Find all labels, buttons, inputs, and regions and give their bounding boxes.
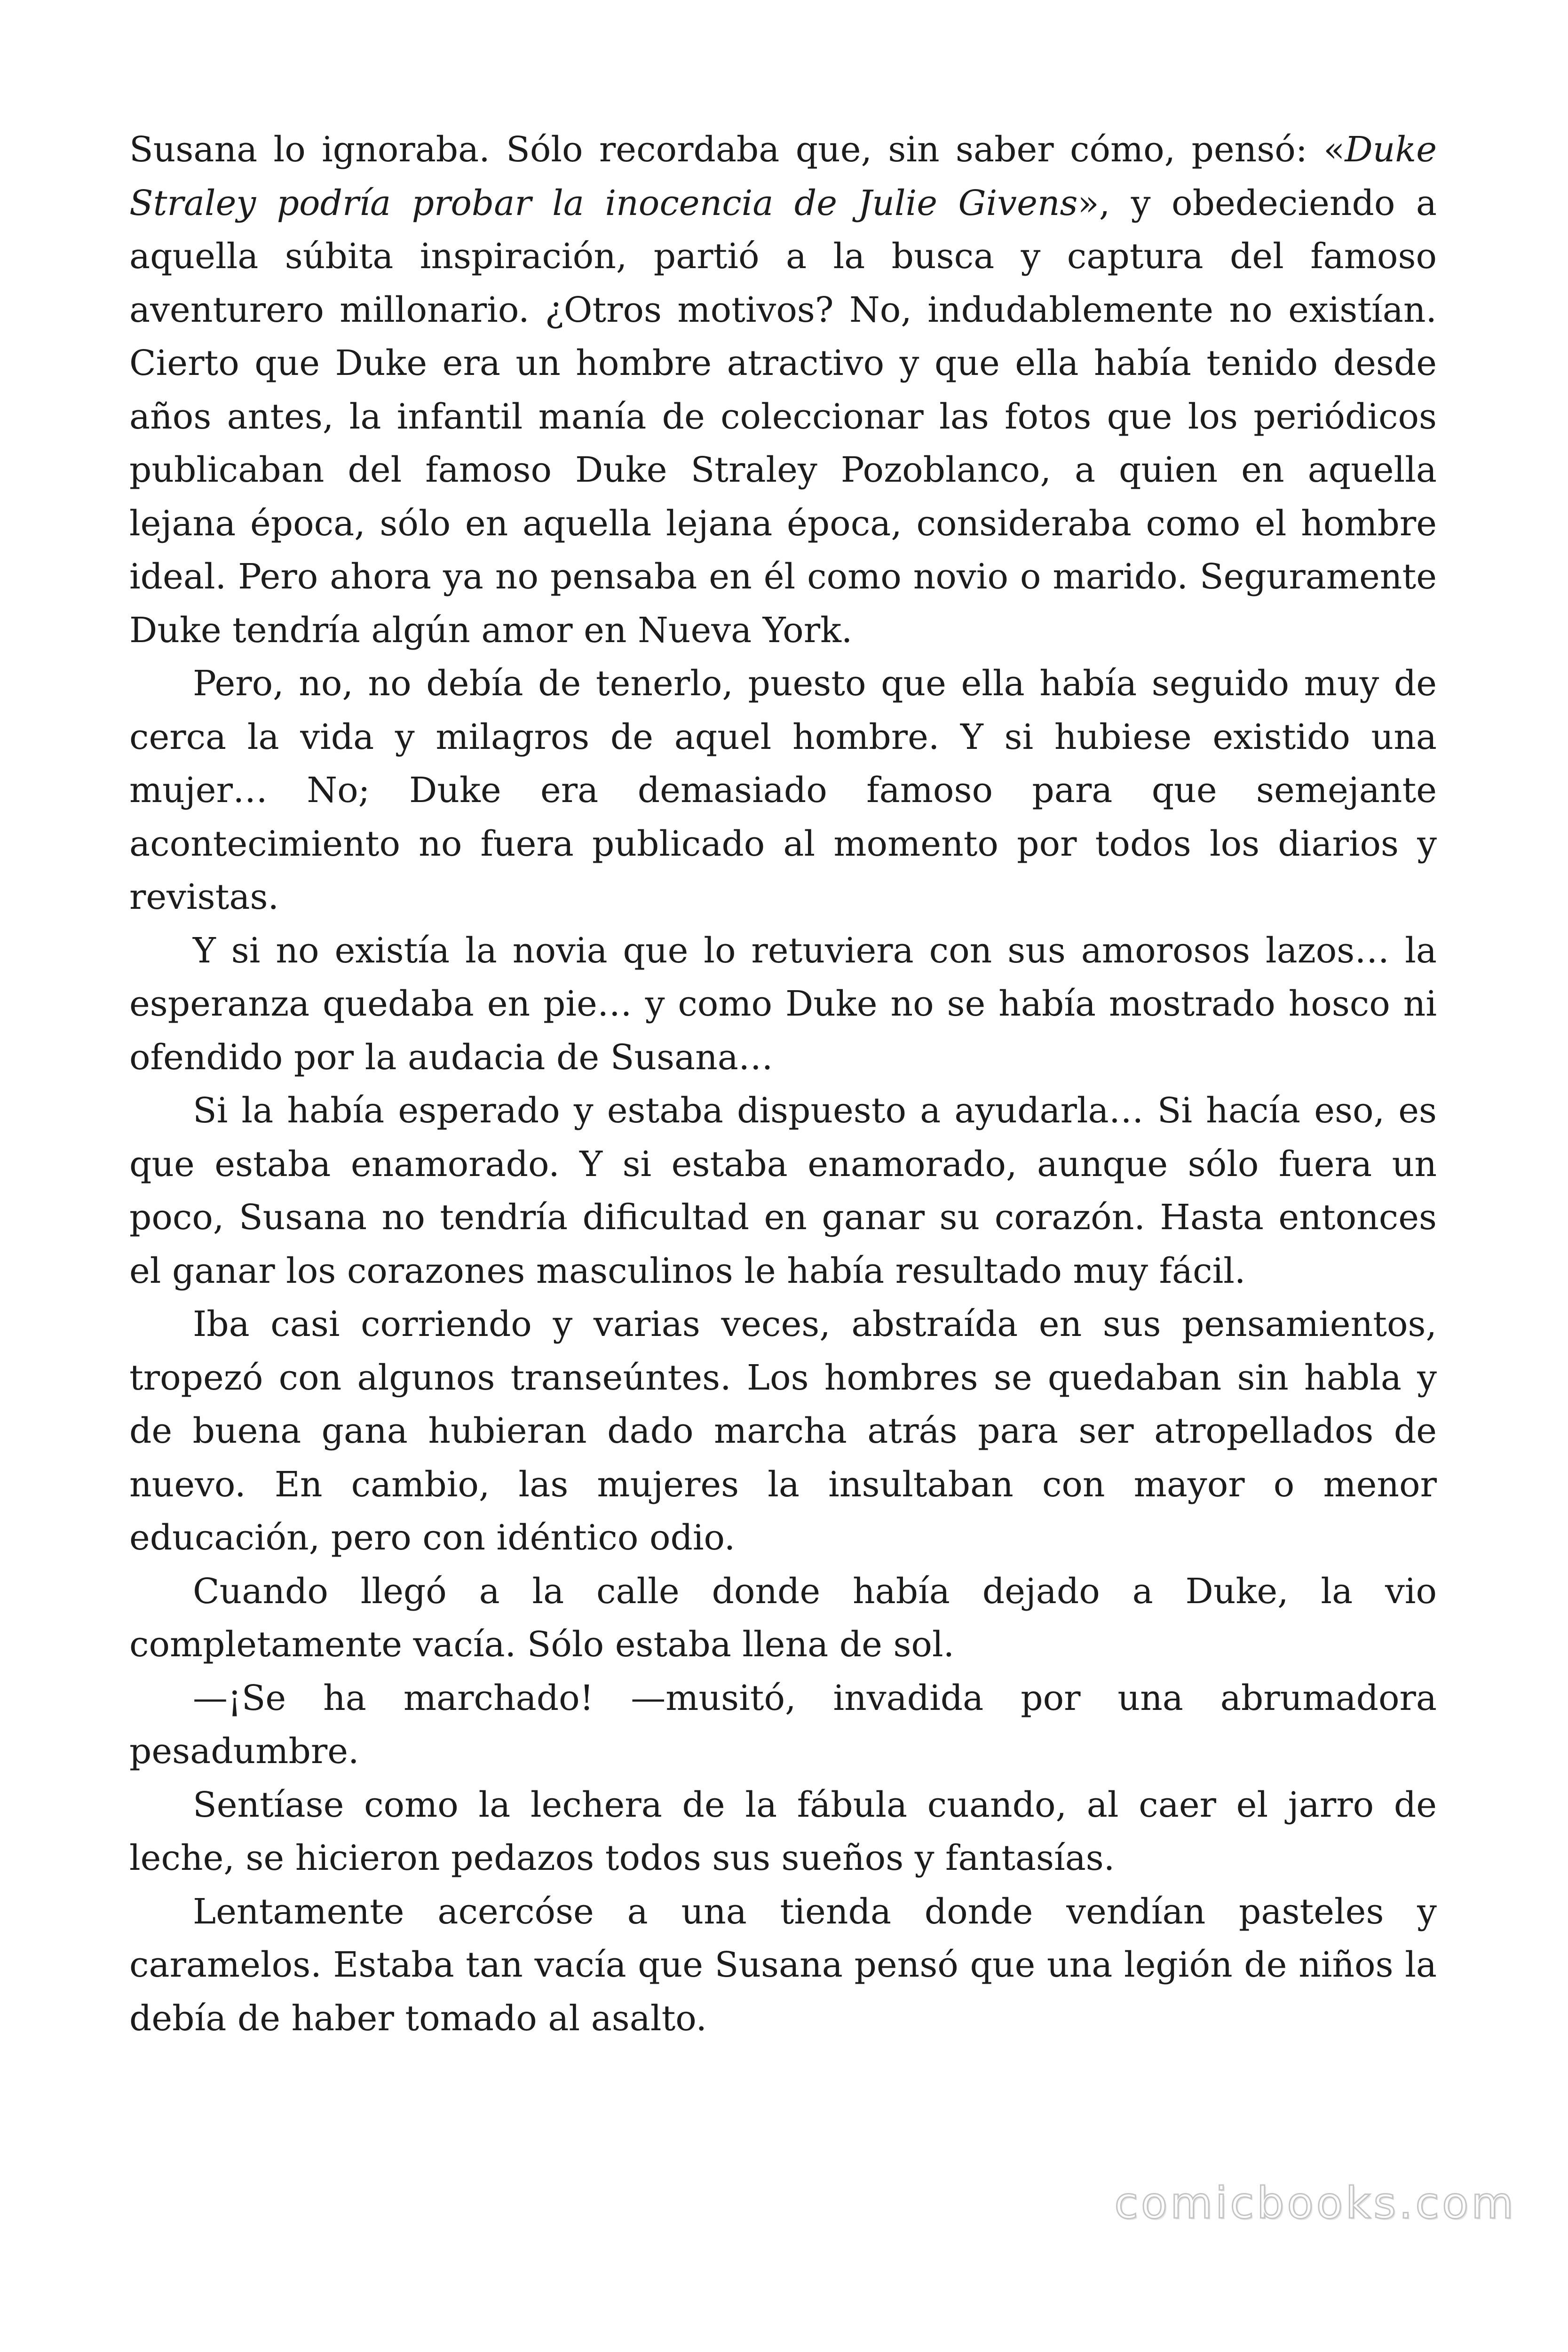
paragraph: [129, 657, 1437, 924]
paragraph: [129, 924, 1437, 1085]
text-run: Si la había esperado y estaba dispuesto a ayudarla… Si hacía eso, es que estaba enamorado. Y si estaba enamorado, aunque sólo fuera un poco, Susana no tendría dificultad en ganar su corazón. Hasta entonces el ganar los corazones masculinos le había resultado muy fácil.: [129, 1090, 1437, 1291]
paragraph: [129, 1084, 1437, 1298]
paragraph: [129, 123, 1437, 657]
watermark-logo: comicbooks.com: [1114, 2178, 1516, 2228]
paragraph: [129, 1672, 1437, 1779]
text-run: Lentamente acercóse a una tienda donde vendían pasteles y caramelos. Estaba tan vacía que Susana pensó que una legión de niños la debía de haber tomado al asalto.: [129, 1891, 1437, 2039]
text-run: —¡Se ha marchado! —musitó, invadida por una abrumadora pesadumbre.: [129, 1677, 1437, 1772]
text-run: », y obedeciendo a aquella súbita inspiración, partió a la busca y captura del famoso aventurero millonario. ¿Otros motivos? No, indudablemente no existían. Cierto que Duke era un hombre atractivo y que ella había tenido desde años antes, la infantil manía de coleccionar las fotos que los periódicos publicaban del famoso Duke Straley Pozoblanco, a quien en aquella lejana época, sólo en aquella lejana época, consideraba como el hombre ideal. Pero ahora ya no pensaba en él como novio o marido. Seguramente Duke tendría algún amor en Nueva York.: [129, 183, 1437, 651]
paragraph: [129, 1779, 1437, 1885]
text-run: Cuando llegó a la calle donde había dejado a Duke, la vio completamente vacía. Sólo estaba llena de sol.: [129, 1571, 1437, 1665]
text-run: Pero, no, no debía de tenerlo, puesto que ella había seguido muy de cerca la vida y milagros de aquel hombre. Y si hubiese existido una mujer… No; Duke era demasiado famoso para que semejante acontecimiento no fuera publicado al momento por todos los diarios y revistas.: [129, 663, 1437, 917]
body-text: [129, 123, 1437, 2045]
paragraph: [129, 1565, 1437, 1672]
italic-quote: Duke Straley podría probar la inocencia de Julie Givens: [129, 129, 1437, 223]
text-run: Sentíase como la lechera de la fábula cuando, al caer el jarro de leche, se hicieron pedazos todos sus sueños y fantasías.: [129, 1784, 1437, 1878]
paragraph: [129, 1298, 1437, 1565]
text-run: Susana lo ignoraba. Sólo recordaba que, sin saber cómo, pensó: «: [129, 129, 1345, 170]
text-run: Y si no existía la novia que lo retuviera con sus amorosos lazos… la esperanza quedaba en pie… y como Duke no se había mostrado hosco ni ofendido por la audacia de Susana…: [129, 930, 1437, 1078]
paragraph: [129, 1885, 1437, 2046]
text-run: Iba casi corriendo y varias veces, abstraída en sus pensamientos, tropezó con algunos transeúntes. Los hombres se quedaban sin habla y de buena gana hubieran dado marcha atrás para ser atropellados de nuevo. En cambio, las mujeres la insultaban con mayor o menor educación, pero con idéntico odio.: [129, 1304, 1437, 1558]
